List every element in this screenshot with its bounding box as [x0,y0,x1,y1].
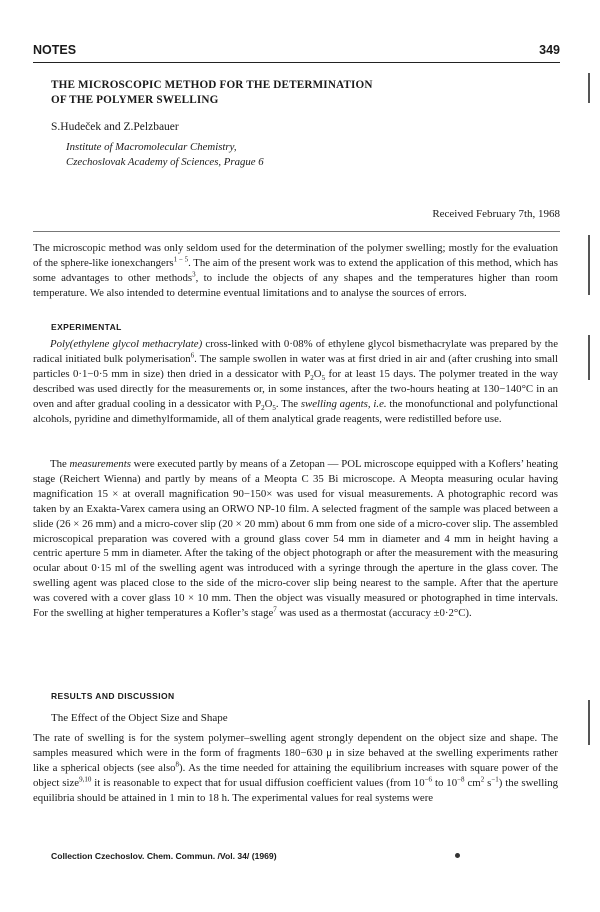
journal-footer: Collection Czechoslov. Chem. Commun. /Vol. 34/ (1969) [51,851,277,861]
results-heading: RESULTS AND DISCUSSION [51,691,175,701]
margin-mark [588,73,590,103]
intro-paragraph: The microscopic method was only seldom used for the determination of the polymer swelling; mostly for the evaluation of the sphere-like ionexchangers$^{1 - 5}$. The aim of the present work was to extend the application of this method, which has some advantages to other methods$^3$, to include the objects of any shapes and the temperatures higher than room temperature. We also intended to determine eventual limitations and to analyse the sources of errors. [33,242,558,299]
results-paragraph: The rate of swelling is for the system polymer–swelling agent strongly dependent on the object size and shape. The samples measured which were in the form of fragments 180−630 μ in size behaved at the swelling experiments rather like a spherical objects (see also$^8$). As the time needed for attaining the equilibrium increases with square power of the object size$^{9,10}$ it is reasonable to expect that for usual diffusion coefficient values (from $10^{-6}$ to $10^{-8}$ $cm^2$ $s^{-1}$) the swelling equilibria should be attained in 1 min to 18 h. The experimental values for real systems were [33,732,559,804]
authors: S.Hudeček and Z.Pelzbauer [51,121,179,133]
measurements-paragraph: The measurements were executed partly by means of a Zetopan — POL microscope equipped with a Koflers’ heating stage (Reichert Wienna) and partly by means of a Meopta C 35 Bi microscope. A Meopta measuring ocular having magnification 15 × at overall magnification 90−150× was used for visual measurements. A photographic record was taken by an Exakta-Varex camera using an ORWO NP-10 film. A selected fragment of the sample was placed between a slide (26 × 26 mm) and a micro-cover slip (20 × 20 mm) about 6 mm from one side of a micro-cover slip. The assembled microscopical preparation was covered with a ground glass cover 54 mm in diameter and 4 mm in height having a centric aperture 5 mm in diameter. After the taking of the object photograph or after the measurement with the measuring ocular about 0·15 ml of the swelling agent was introduced with a syringe through the aperture in the glass cover. The swelling agent was placed close to the side of the micro-cover slip being nearest to the sample. After that the aperture was covered with a cover glass 10 × 10 mm. Then the object was visually measured or photographed in time intervals. For the swelling at higher temperatures a Kofler’s stage$^7$ was used as a thermostat (accuracy ±0·2°C). [33,458,558,620]
ink-spot [455,853,460,858]
page-number: 349 [539,43,560,57]
section-label: NOTES [33,43,77,57]
margin-mark [588,235,590,295]
title-line: OF THE POLYMER SWELLING [51,93,219,106]
received-date: Received February 7th, 1968 [432,208,560,220]
title-line: THE MICROSCOPIC METHOD FOR THE DETERMINATION [51,79,373,91]
results-subheading: The Effect of the Object Size and Shape [51,712,228,724]
section-divider [33,231,560,232]
article-title [51,78,551,107]
header-rule [33,62,560,63]
margin-mark [588,700,590,745]
affiliation-line: Czechoslovak Academy of Sciences, Prague 6 [66,156,264,168]
affiliation-line: Institute of Macromolecular Chemistry, [66,141,237,153]
affiliation [66,140,264,170]
margin-mark [588,335,590,380]
running-header [33,41,560,59]
materials-paragraph: Poly(ethylene glycol methacrylate) cross-linked with 0·08% of ethylene glycol bismethacrylate was prepared by the radical initiated bulk polymerisation$^6$. The sample swollen in water was at first dried in air and (after crushing into small particles 0·1−0·5 mm in size) then dried in a dessicator with $P_2O_5$ for at least 15 days. The polymer treated in the way described was used directly for the measurements or, in some instances, after the two-hours heating at 130−140°C in an oven and after gradual cooling in a dessicator with $P_2O_5$. The swelling agents, i.e. the monofunctional and polyfunctional alcohols, pyridine and dimethylformamide, all of them analytical grade reagents, were redistilled before use. [33,338,558,425]
experimental-heading: EXPERIMENTAL [51,322,122,332]
